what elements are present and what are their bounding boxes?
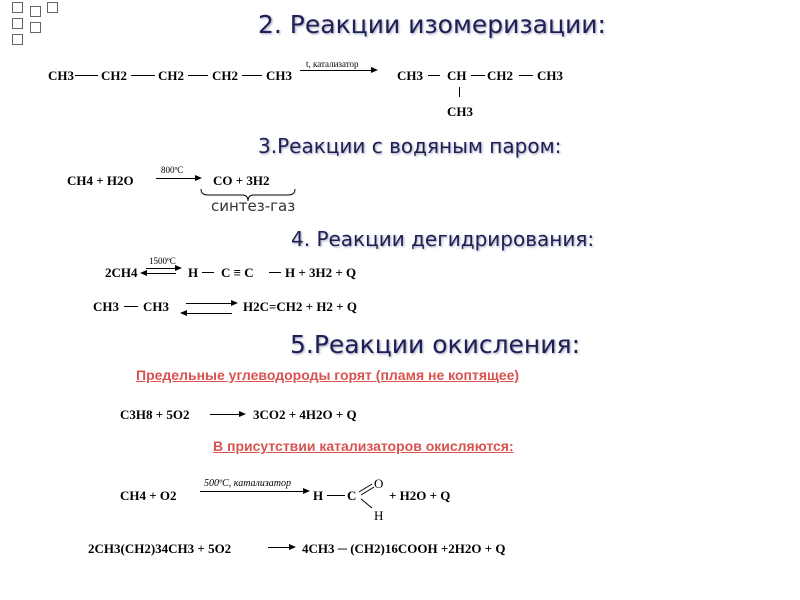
dh2-arrowhead	[231, 300, 238, 306]
bond	[75, 75, 98, 76]
iso-left-1: CH3	[48, 68, 74, 83]
branch-bond	[459, 87, 460, 97]
iso-left-2: CH2	[101, 68, 127, 83]
bond	[327, 495, 345, 496]
steam-reactants: CH4 + H2O	[67, 173, 134, 188]
bond	[188, 75, 208, 76]
heading-steam: 3.Реакции с водяным паром:	[258, 134, 562, 158]
decor-square-6	[12, 34, 23, 45]
form-o: O	[374, 476, 384, 491]
combustion-right: 3CO2 + 4H2O + Q	[253, 407, 357, 422]
iso-right-4: CH3	[537, 68, 563, 83]
iso-right-1: CH3	[397, 68, 423, 83]
acid-right: 4CH3 ─ (CH2)16COOH +2H2O + Q	[302, 541, 506, 556]
iso-left-5: CH3	[266, 68, 292, 83]
bond	[269, 272, 281, 273]
steam-condition: 800ºC	[161, 165, 184, 175]
form-left: CH4 + O2	[120, 488, 177, 503]
heading-dehydrogenation: 4. Реакции дегидрирования:	[291, 227, 595, 251]
dh1-arrow-top	[146, 268, 176, 269]
dh1-left: 2CH4	[105, 265, 138, 280]
bond	[131, 75, 155, 76]
iso-left-4: CH2	[212, 68, 238, 83]
form-c: C	[347, 488, 357, 503]
combustion-arrowhead	[239, 411, 246, 417]
dh2-arrow-bottom	[186, 313, 232, 314]
iso-branch: CH3	[447, 104, 473, 119]
steam-products: CO + 3H2	[213, 173, 270, 188]
dh2-arrowhead-left	[180, 310, 187, 316]
bond	[471, 75, 485, 76]
decor-square-5	[30, 22, 41, 33]
dh1-right: H + 3H2 + Q	[285, 265, 357, 280]
dh1-condition: 1500ºC	[149, 256, 176, 266]
decor-square-1	[12, 2, 23, 13]
form-arrowhead	[303, 488, 310, 494]
dh2-arrow-top	[186, 303, 232, 304]
steam-arrow	[156, 178, 196, 179]
steam-arrowhead	[195, 175, 202, 181]
iso-arrowhead	[371, 67, 378, 73]
bond	[519, 75, 533, 76]
iso-right-2: CH	[447, 68, 467, 83]
steam-label: синтез-газ	[211, 197, 296, 215]
form-condition: 500ºC, катализатор	[204, 478, 292, 489]
dh1-triple: C ≡ C	[221, 265, 254, 280]
iso-condition: t, катализатор	[306, 59, 359, 69]
iso-left-3: CH2	[158, 68, 184, 83]
dh2-right: H2C=CH2 + H2 + Q	[243, 299, 357, 314]
acid-arrow	[268, 547, 290, 548]
burn-note: Предельные углеводороды горят (пламя не коптящее)	[136, 367, 520, 383]
bond	[202, 272, 214, 273]
heading-oxidation: 5.Реакции окисления:	[290, 330, 580, 359]
acid-left: 2CH3(CH2)34CH3 + 5O2	[88, 541, 232, 556]
dh1-h: H	[188, 265, 199, 280]
iso-arrow	[300, 70, 372, 71]
dh1-arrowhead-left	[140, 270, 147, 276]
bond	[428, 75, 440, 76]
catalyst-note: В присутствии катализаторов окисляются:	[213, 438, 514, 454]
dh1-arrow-bottom	[146, 273, 176, 274]
form-h-left: H	[313, 488, 324, 503]
acid-arrowhead	[289, 544, 296, 550]
combustion-left: C3H8 + 5O2	[120, 407, 190, 422]
bond	[242, 75, 262, 76]
single-bond	[360, 498, 374, 510]
decor-square-4	[12, 18, 23, 29]
dh1-arrowhead	[175, 265, 182, 271]
dh2-left-1: CH3	[93, 299, 119, 314]
form-right: + H2O + Q	[389, 488, 451, 503]
decor-square-2	[30, 6, 41, 17]
form-arrow	[200, 491, 304, 492]
dh2-left-2: CH3	[143, 299, 169, 314]
double-bond	[357, 482, 377, 496]
iso-right-3: CH2	[487, 68, 513, 83]
combustion-arrow	[210, 414, 240, 415]
form-h-bottom: H	[374, 508, 384, 523]
decor-square-3	[47, 2, 58, 13]
bond	[124, 306, 138, 307]
heading-isomerization: 2. Реакции изомеризации:	[258, 10, 606, 39]
